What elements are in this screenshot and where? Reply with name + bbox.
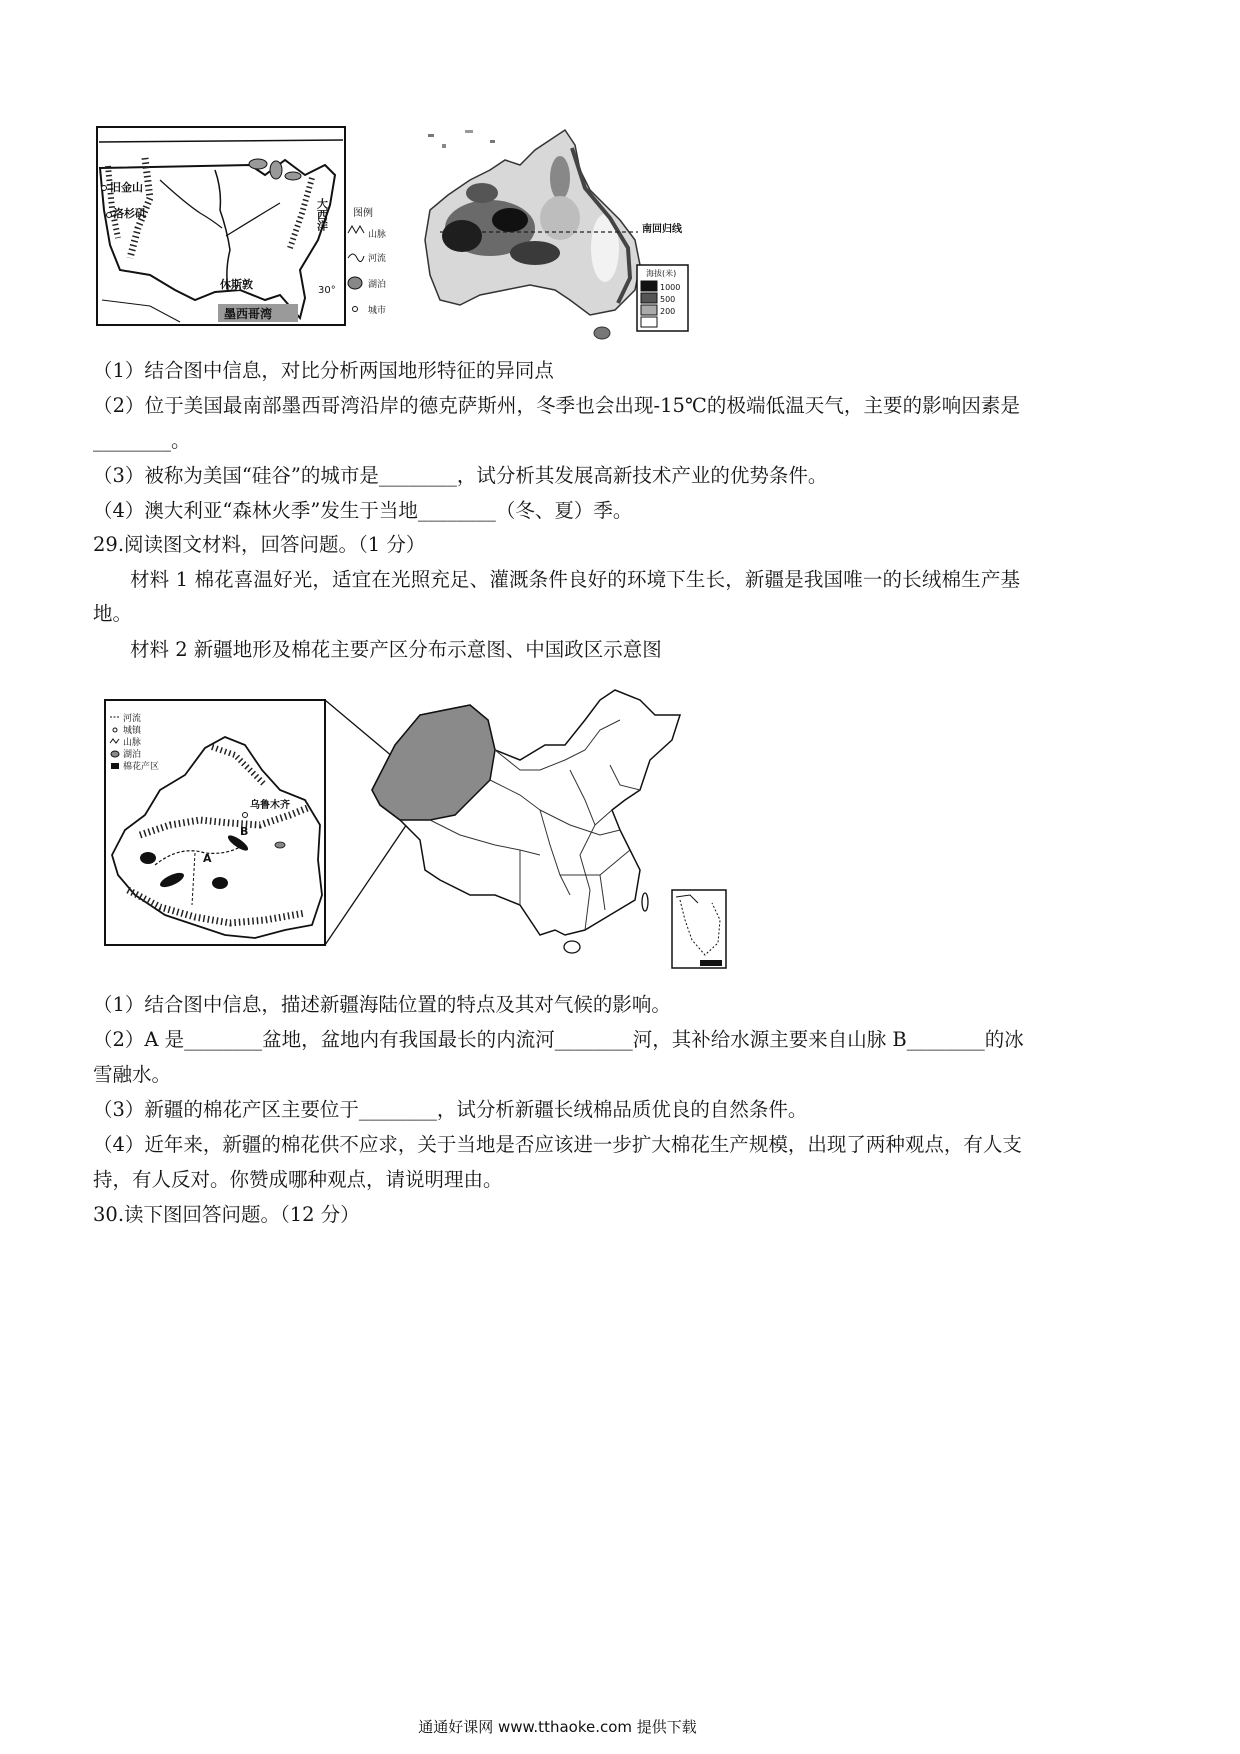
usa-legend-lakes: 湖泊 bbox=[368, 280, 387, 290]
cotton-area bbox=[212, 877, 228, 889]
legend-lake-symbol bbox=[348, 277, 362, 289]
australia-legend-title: 海拔(米) bbox=[646, 269, 677, 278]
q29-line-1: （1）结合图中信息，描述新疆海陆位置的特点及其对气候的影响。 bbox=[93, 993, 671, 1016]
q29-line-3: （3）新疆的棉花产区主要位于________，试分析新疆长绒棉品质优良的自然条件。 bbox=[93, 1098, 808, 1121]
xinjiang-legend-mountain: 山脉 bbox=[123, 738, 142, 748]
q29-line-4-continued: 持，有人反对。你赞成哪种观点，请说明理由。 bbox=[93, 1168, 503, 1191]
q29-title: 29.阅读图文材料，回答问题。（1 分） bbox=[93, 533, 426, 556]
cotton-area bbox=[140, 852, 156, 864]
xinjiang-legend-cotton: 棉花产区 bbox=[123, 762, 160, 772]
xinjiang-legend-river: 河流 bbox=[123, 714, 142, 724]
legend-value-1000: 1000 bbox=[660, 283, 681, 292]
great-lake-3 bbox=[285, 172, 301, 180]
label-san-francisco: 旧金山 bbox=[110, 181, 143, 194]
label-a: A bbox=[203, 852, 212, 865]
q29-material2: 材料 2 新疆地形及棉花主要产区分布示意图、中国政区示意图 bbox=[130, 638, 662, 661]
scan-speck bbox=[465, 130, 473, 133]
usa-legend-cities: 城市 bbox=[368, 306, 387, 316]
label-houston: 休斯敦 bbox=[220, 278, 253, 291]
city-san-francisco bbox=[102, 186, 107, 191]
legend-cotton-symbol bbox=[111, 763, 119, 769]
figure-usa-australia bbox=[90, 118, 700, 353]
q29-line-2-continued: 雪融水。 bbox=[93, 1063, 172, 1086]
scan-speck bbox=[428, 134, 434, 137]
label-b: B bbox=[240, 825, 249, 838]
q28-line-2: （2）位于美国最南部墨西哥湾沿岸的德克萨斯州，冬季也会出现-15℃的极端低温天气，主要的影响因素是 bbox=[93, 394, 1020, 417]
label-gulf-of-mexico: 墨西哥湾 bbox=[224, 307, 273, 321]
hainan-island bbox=[564, 941, 580, 953]
elevation-patch bbox=[510, 241, 560, 265]
xinjiang-legend-town: 城镇 bbox=[123, 726, 142, 736]
q29-line-2: （2）A 是________盆地，盆地内有我国最长的内流河________河，其补给水源主要来自山脉 B________的冰 bbox=[93, 1028, 1024, 1051]
elevation-patch bbox=[442, 220, 482, 252]
legend-swatch-200 bbox=[641, 305, 657, 315]
page-footer: 通通好课网 www.tthaoke.com 提供下载 bbox=[418, 1718, 697, 1736]
legend-value-500: 500 bbox=[660, 295, 676, 304]
usa-legend-title: 图例 bbox=[353, 208, 373, 219]
great-lake-2 bbox=[270, 161, 282, 179]
label-los-angeles: 洛杉矶 bbox=[113, 207, 146, 220]
q28-line-3: （3）被称为美国“硅谷”的城市是________，试分析其发展高新技术产业的优势条件。 bbox=[93, 464, 828, 487]
city-los-angeles bbox=[107, 213, 112, 218]
legend-lake-symbol bbox=[111, 751, 119, 757]
elevation-patch bbox=[540, 196, 580, 240]
elevation-patch bbox=[492, 208, 528, 232]
tasmania bbox=[594, 327, 610, 339]
legend-value-200: 200 bbox=[660, 307, 676, 316]
inset-scale-bar bbox=[700, 960, 722, 966]
city-urumqi bbox=[243, 813, 248, 818]
elevation-patch bbox=[466, 183, 498, 203]
label-tropic: 南回归线 bbox=[642, 224, 682, 235]
usa-map bbox=[97, 127, 386, 325]
figure-xinjiang-china bbox=[100, 675, 735, 975]
legend-swatch-1000 bbox=[641, 281, 657, 291]
legend-river-symbol bbox=[348, 254, 364, 262]
q29-material1-line-2: 地。 bbox=[93, 602, 133, 625]
legend-city-symbol bbox=[353, 307, 358, 312]
usa-legend-rivers: 河流 bbox=[368, 254, 387, 264]
taiwan-island bbox=[642, 893, 648, 911]
q28-line-4: （4）澳大利亚“森林火季”发生于当地________（冬、夏）季。 bbox=[93, 499, 633, 522]
q29-material1-line-1: 材料 1 棉花喜温好光，适宜在光照充足、灌溉条件良好的环境下生长，新疆是我国唯一的长绒棉生产基 bbox=[130, 568, 1020, 591]
q28-line-1: （1）结合图中信息，对比分析两国地形特征的异同点 bbox=[93, 359, 554, 382]
usa-legend-mountains: 山脉 bbox=[368, 230, 387, 240]
legend-swatch-low bbox=[641, 317, 657, 327]
legend-mountain-symbol bbox=[348, 226, 364, 233]
q29-line-4: （4）近年来，新疆的棉花供不应求，关于当地是否应该进一步扩大棉花生产规模，出现了两种观点，有人支 bbox=[93, 1133, 1022, 1156]
legend-swatch-500 bbox=[641, 293, 657, 303]
legend-town-symbol bbox=[113, 728, 117, 732]
label-urumqi: 乌鲁木齐 bbox=[250, 800, 290, 811]
label-atlantic: 大西洋 bbox=[315, 198, 329, 231]
china-map bbox=[372, 690, 726, 968]
lake bbox=[275, 842, 285, 848]
xinjiang-legend-lake: 湖泊 bbox=[123, 750, 142, 760]
q28-line-2-continued: ________。 bbox=[93, 429, 191, 452]
xinjiang-inset-map bbox=[105, 700, 325, 945]
label-latitude-30: 30° bbox=[318, 285, 336, 296]
australia-map bbox=[425, 130, 688, 339]
q30-title: 30.读下图回答问题。（12 分） bbox=[93, 1203, 360, 1226]
elevation-patch bbox=[550, 156, 570, 200]
great-lake-1 bbox=[249, 159, 267, 169]
scan-speck bbox=[490, 140, 495, 143]
scan-speck bbox=[442, 144, 446, 148]
